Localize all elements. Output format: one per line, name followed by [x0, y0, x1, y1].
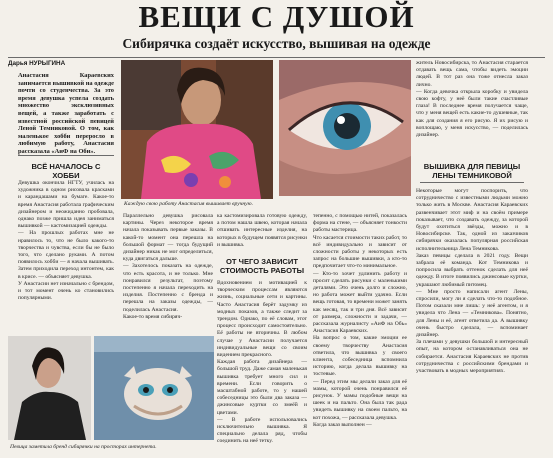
section3-heading: ВЫШИВКА ДЛЯ ПЕВИЦЫ ЛЕНЫ ТЕМНИКОВОЙ	[423, 162, 521, 180]
photo-embroidered-eye	[279, 60, 411, 196]
page-subheadline: Сибирячка создаёт искусство, вышивая на одежде	[122, 36, 431, 51]
photo1-caption: Каждую свою работу Анастасия вышивает вручную.	[124, 201, 254, 207]
photo-denim-jacket	[94, 336, 214, 440]
column6-intro: житель Новосибирска, то Анастасия старается отдавать вещь сама, чтобы видеть эмоции людей. В тот раз она тоже отнесла заказ лично. — Когда девочка открыла коробку и увидела свою кофту, у неё были такие счастливые глаза! В последнее время получается чаще, что у меня вещей есть какие-то душевные, так как для создания я его рисую. Я их рисую и воплощаю, у меня искусство, — поделилась дизайнер.	[416, 60, 528, 139]
header-divider	[8, 57, 545, 58]
denim-jacket-illustration	[94, 336, 214, 440]
column4-body: Вдохновением и мотивацией к творческим процессам являются жизнь, социальные сети и картины. Часто Анастасия берёт задумку из модных показов, а также следит за трендом. Однако, по её словам, этот процесс происходит самостоятельно. Её работы не вторичны. В любом случае у Анастасии получается индивидуальные вещи со своим видением прекрасного. Каждая работа дизайнера — большой труд. Даже самая маленькая вышивка требует много сил и времени. Если говорить о масштабной работе, то у нашей собеседницы это были два заказа — джинсовые куртки со змеёй и цветами. — В работе использовались исключительно вышивка. Я специально делала ряд, чтобы соединить на неё тетку.	[217, 280, 307, 445]
section1-heading: ВСЁ НАЧАЛОСЬ С ХОББИ	[31, 162, 101, 180]
section2-heading: ОТ ЧЕГО ЗАВИСИТ СТОИМОСТЬ РАБОТЫ	[219, 257, 305, 275]
photo-woman-illustration	[121, 60, 273, 199]
section3-divider	[420, 182, 524, 183]
embroidered-eye-illustration	[279, 60, 411, 196]
page-headline: ВЕЩИ С ДУШОЙ	[138, 0, 415, 34]
lead-paragraph: Анастасия Караевских занимается вышивкой на одежде почти со студенчества. За это время девушка успела создать множество эксклюзивных вещей, а также заработать с известной российской певицей Леной Темниковой. О том, как маленькое хобби переросло в любимую работу, Анастасия рассказала «АиФ на Оби».	[18, 72, 114, 155]
portrait-illustration	[8, 336, 91, 440]
section1-body: Девушка окончила НГТУ, училась на художника в одном рисовала красками и карандашами на бумаге. Какое-то время Анастасия работала графическим дизайнером и неожиданно пробовала, однако позже пришла идея заниматься вышивкой — кастомизацией одежды. — На прошлых работах мне не нравилось то, что не было какого-то творчества и чувства, если бы не было того, что сделано руками. А потом появилось хобби — я начала вышивать. Затем приходила переход интонтем, как в крисе. — объясняет девушка. У Анастасии нет изначально с брендом, и тот момент очень ко становились популярными.	[18, 180, 114, 302]
column3-body: Параллельно девушка рисовала картины. Через некоторое время начала показывать первые заказы. В какой-то момент она перешла на большой формат — тогда будущий дизайнер никак не мог определиться, куда двигаться дальше. — Захотелось показать на одежде, что есть красота, и не только. Мне понравился результат, поэтому постепенно я начала переходить на изделия. Постепенно с бренда и перешла на заказы одежды, — поделилась Анастасия. Какое-то время сибиряч-	[123, 213, 213, 320]
column6-body: Некоторые могут поспорить, что сотрудничество с известными людьми можно только жить в Москве. Анастасия Караевских развенчивает этот миф и на своём примере показывает, что создавать одежду, за которой будут охотиться звёзды, можно и в Новосибирске. Так, одной из заказчиков сибирячки оказалась популярная российская исполнительница Лена Темникова. Заказ певицы сделала в 2021 году. Вещи забрала её команда. Кот Темникова и попросила выбрать оттенок сделать для неё одежду. В итоге появились джинсовые куртки, украшают любимый питомец. — Мне просто написали агент Лены, спросили, могу ли я сделать что-то подобное. Потом сказали мне лишь: у неё агентом, и я увидела что Лена — «Темникова». Понятно, для Лены и её, агент ответила да. А вышивку очень быстро сделала, — вспоминает дизайнер. За плечами у девушки большой и интересный опыт, на котором останавливаться она не собирается. Анастасия Караевских не против сотрудничества с российскими брендами и участвовать в модных мероприятиях.	[416, 188, 528, 375]
section1-divider-top	[18, 155, 114, 156]
column5-body: тепенно, с помощью нитей, показалась форма на стене, — объясняет тонкости работы мастерица. Что касается стоимости таких работ, то всё индивидуально и зависит от сложности работы у некоторых есть запрос на большие вышивки, а кто-то предпочитает что-то минимальное. — Кто-то хочет удлинить работу и просит сделать рисунки с маленькими деталями. Это очень долго и сложно, но работа может выйти удачно. Если вещь готовая, то времени может занять как месяц, так и три дня. Всё зависит от размера, сложности и задачи, — рассказала журналисту «АиФ на Обь» Анастасия Караевских. На вопрос о том, какие эмоции ее своему творчеству Анастасия ответила, что вышивка у своего клиента, собеседница вспомнила историю, когда делала вышивку на тостевые. — Перед этим мы делали заказ для её мамы, которой очень понравился её рисунок. У мамы подобные вещи на шеек и на пальто. Она была так рада увидеть вышивку на своем пальто, на кот похожа, — рассказала девушка. Когда заказ выполнен —	[313, 213, 407, 428]
photo-woman-pink-sweater	[121, 60, 273, 199]
photo4-caption: Певица заметила бренд сибирячки на просторах интернета.	[10, 444, 157, 450]
author-byline: Дарья НУРЫГИНА	[8, 60, 66, 67]
photo-woman-portrait	[8, 336, 91, 440]
column4-intro: ка кастомизировала готовую одежду, а потом нашла швею, которая начала отшивать интересные изделия, на которых в будущем появятся рисунки и вышивка.	[217, 213, 307, 248]
